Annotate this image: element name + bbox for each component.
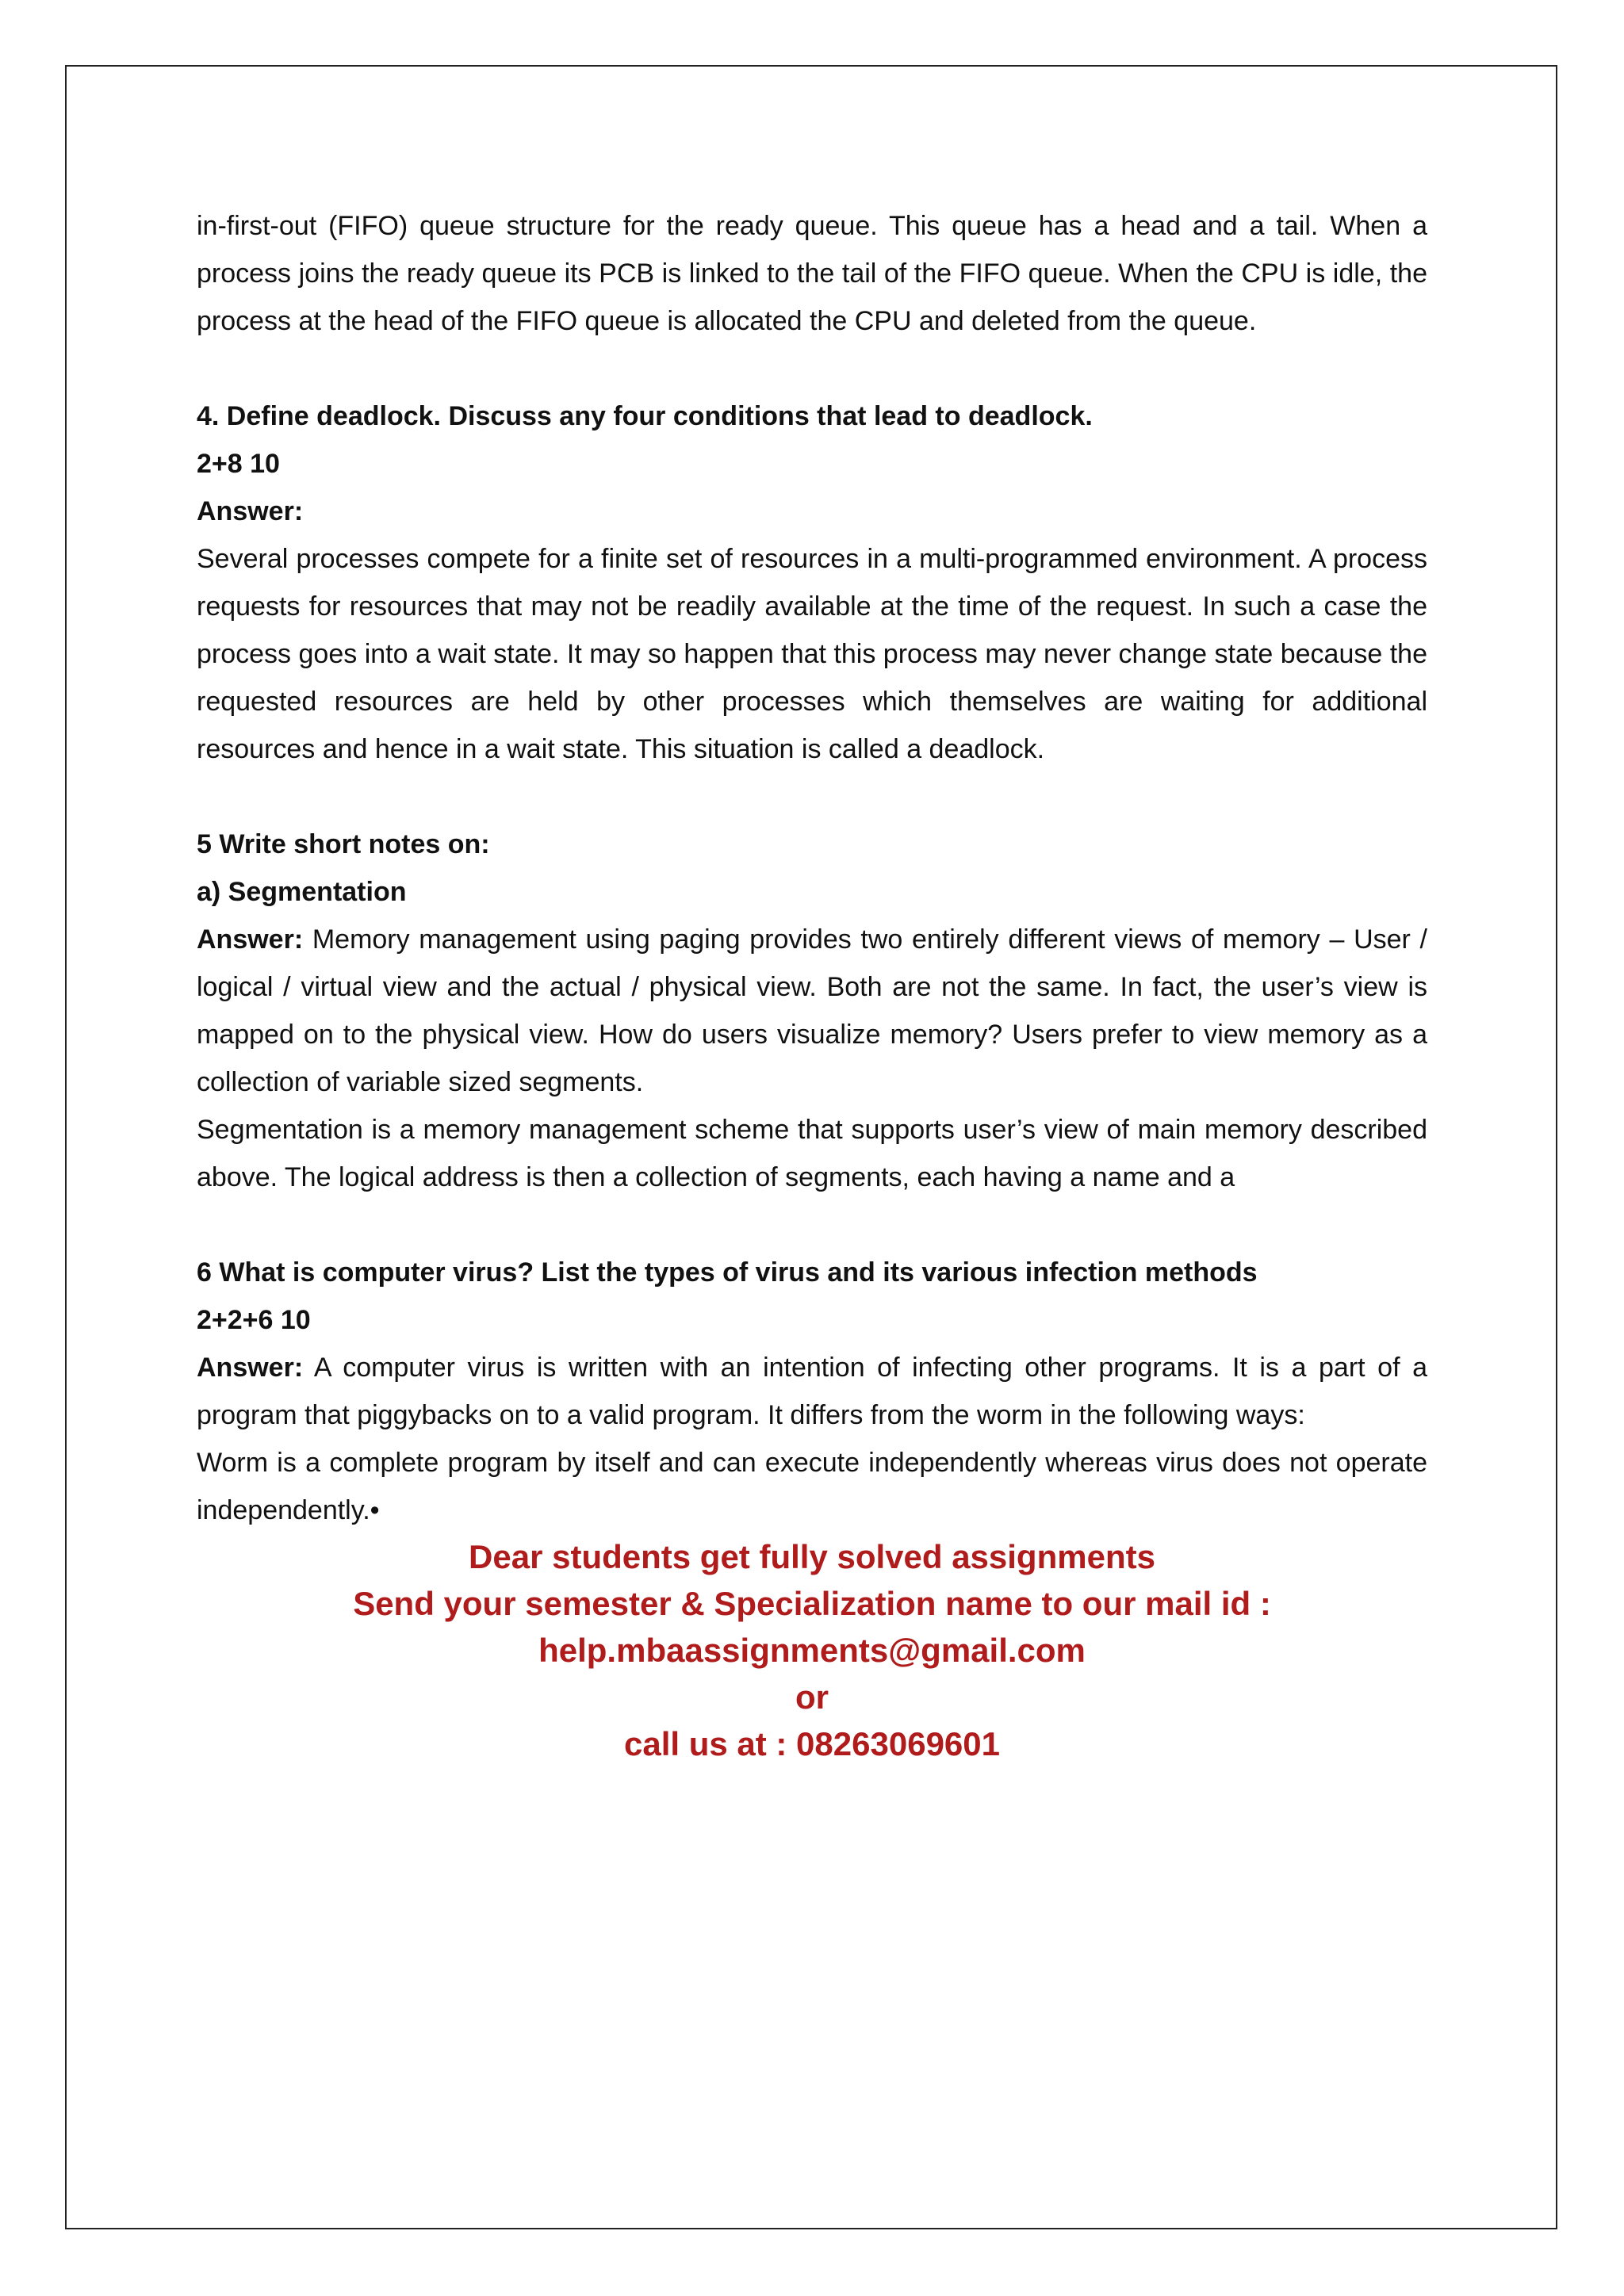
- spacer: [197, 1201, 1427, 1249]
- question-4-marks: 2+8 10: [197, 449, 280, 479]
- document-body: [197, 202, 1427, 1534]
- promo-phone: call us at : 08263069601: [623, 1725, 1001, 1762]
- question-6-heading: 6 What is computer virus? List the types of virus and its various infection methods: [197, 1257, 1258, 1288]
- question-4-answer: Several processes compete for a finite set of resources in a multi-programmed environment. A process requests for resources that may not be readily available at the time of the request. In such a case the process goes into a wait state. It may so happen that this process may never change state because the requested resources are held by other processes which themselves are waiting for additional resources and hence in a wait state. This situation is called a deadlock.: [197, 544, 1427, 764]
- question-5-answer-label: Answer:: [197, 924, 304, 955]
- question-5-heading: 5 Write short notes on:: [197, 829, 490, 859]
- question-6-marks: 2+2+6 10: [197, 1305, 311, 1335]
- promo-line-2: Send your semester & Specialization name to our mail id :: [353, 1585, 1271, 1622]
- promo-line-1: Dear students get fully solved assignments: [469, 1538, 1155, 1575]
- question-6-answer-text: A computer virus is written with an intention of infecting other programs. It is a part of a program that piggybacks on to a valid program. It differs from the worm in the following ways:: [197, 1353, 1427, 1430]
- question-6-answer-continued: Worm is a complete program by itself and can execute independently whereas virus does not operate independently.•: [197, 1448, 1427, 1525]
- question-5-subheading: a) Segmentation: [197, 877, 407, 907]
- promo-or: or: [795, 1678, 829, 1716]
- question-5-answer-continued: Segmentation is a memory management scheme that supports user’s view of main memory described above. The logical address is then a collection of segments, each having a name and a: [197, 1115, 1427, 1192]
- question-5-answer-text: Memory management using paging provides two entirely different views of memory – User / logical / virtual view and the actual / physical view. Both are not the same. In fact, the user’s view is mapped on to the physical view. How do users visualize memory? Users prefer to view memory as a collection of variable sized segments.: [197, 924, 1427, 1097]
- spacer: [197, 345, 1427, 392]
- question-6-answer-label: Answer:: [197, 1353, 304, 1383]
- question-5-answer: [197, 916, 1427, 1106]
- continuation-paragraph: in-first-out (FIFO) queue structure for the ready queue. This queue has a head and a tail. When a process joins the ready queue its PCB is linked to the tail of the FIFO queue. When the CPU is idle, the process at the head of the FIFO queue is allocated the CPU and deleted from the queue.: [197, 211, 1427, 336]
- question-4-heading: 4. Define deadlock. Discuss any four conditions that lead to deadlock.: [197, 401, 1093, 431]
- spacer: [197, 773, 1427, 821]
- promo-email[interactable]: help.mbaassignments@gmail.com: [538, 1632, 1086, 1669]
- question-6-answer: [197, 1344, 1427, 1439]
- question-4-answer-label: Answer:: [197, 496, 304, 526]
- promo-banner: [197, 1533, 1427, 1767]
